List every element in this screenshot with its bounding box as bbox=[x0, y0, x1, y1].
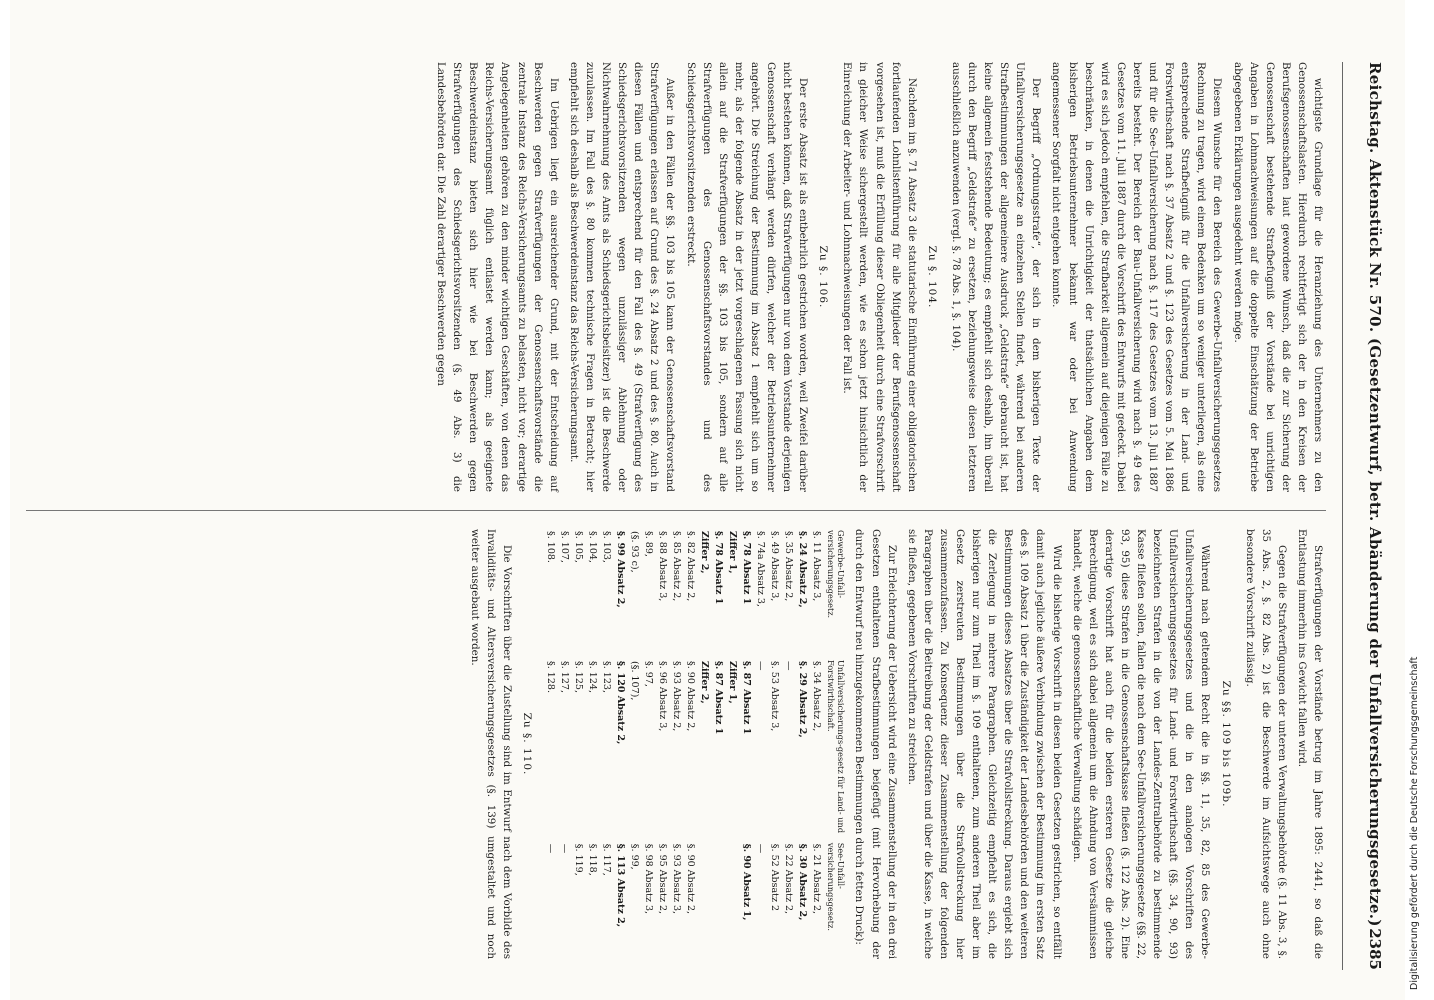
table-cell: §. 49 Absatz 3, bbox=[769, 531, 781, 602]
table-cell: §. 105, bbox=[573, 531, 585, 563]
table-cell: Ziffer 2, bbox=[699, 661, 711, 704]
table-cell: §. 90 Absatz 2, bbox=[685, 661, 697, 732]
two-column-body bbox=[26, 62, 1326, 970]
paragraph: Der Begriff „Ordnungsstrafe“, der sich in dem bisherigen Texte der Unfallversicherungsgesetze an einzelnen Stellen findet, während bei anderen Strafbestimmungen der allgemeinere Ausdruck „Geldstrafe“ gebraucht ist, hat keine allgemein feststehende Bedeutung; es empfiehlt sich deshalb, ihn überall durch den Begriff „Geldstrafe“ zu ersetzen, beziehungsweise diesen letzteren ausschließlich anzuwenden (vergl. §. 78 Abs. 1, §. 104). bbox=[949, 62, 1043, 492]
section-heading: Zu §. 106. bbox=[817, 245, 830, 309]
table-row bbox=[809, 529, 823, 959]
column-header: See-Unfall-versicherungsgesetz. bbox=[826, 842, 847, 931]
table-cell: §. 104, bbox=[587, 531, 599, 563]
paragraph: Der erste Absatz ist als entbehrlich gestrichen worden, weil Zweifel darüber nicht bestehen können, daß Strafverfügungen nur von dem Vorstande derjenigen Genossenschaft verhängt werden dürfen, welcher der Betriebsunternehmer angehört. Die Streichung der Bestimmung im Absatz 1 empfiehlt sich um so mehr, als der folgende Absatz in der jetzt vorgeschlagenen Fassung sich nicht allein auf die Strafverfügungen der §§. 103 bis 105, sondern auf alle Strafverfügungen des Genossenschaftsvorstandes und des Schiedsgerichtsvorsitzenden erstreckt. bbox=[684, 62, 810, 492]
header-title: Reichstag. Aktenstück Nr. 570. (Gesetzentwurf, betr. Abänderung der Unfallversicherungsgesetze.) bbox=[1366, 62, 1384, 927]
paragraph: Gegen die Strafverfügungen der unteren Verwaltungsbehörde (§. 11 Abs. 3, §. 35 Abs. 2, §. 82 Abs. 2) ist die Beschwerde im Aufsichtswege auch ohne besondere Vorschrift zulässig. bbox=[1243, 529, 1288, 959]
table-cell: — bbox=[755, 661, 767, 671]
table-row bbox=[739, 529, 753, 959]
table-row bbox=[641, 529, 655, 959]
table-row bbox=[585, 529, 599, 959]
table-row bbox=[711, 529, 725, 959]
table-cell: §. 90 Absatz 1, bbox=[741, 843, 753, 921]
table-cell: §. 87 Absatz 1 bbox=[741, 661, 753, 735]
paragraph: Zur Erleichterung der Uebersicht wird eine Zusammenstellung der in den drei Gesetzen enthaltenen Strafbestimmungen beigefügt (mit Hervorhebung der durch den Entwurf neu hinzugekommenen Bestimmungen durch fetten Druck): bbox=[853, 529, 898, 959]
table-cell: §. 88 Absatz 3, bbox=[657, 531, 669, 602]
table-cell: §. 123, bbox=[601, 661, 613, 693]
table-cell: — bbox=[755, 843, 767, 854]
table-cell: §. 52 Absatz 2 bbox=[769, 843, 781, 912]
table-cell: §. 117, bbox=[601, 843, 613, 876]
table-row bbox=[669, 529, 683, 959]
paragraph: wichtigste Grundlage für die Heranziehung des Unternehmers zu den Genossenschaftslasten. Hierdurch rechtfertigt sich der in den Kreisen der Berufsgenossenschaften laut gewordene Wunsch, daß die zur Sicherung der Genossenschaft bestehende Strafbefugniß der Vorstände bei unrichtigen Angaben in Lohnnachweisungen auf die doppelte Einschätzung der Betriebe abgegebenen Erklärungen ausgedehnt werden möge. bbox=[1231, 62, 1324, 492]
table-cell bbox=[711, 842, 725, 959]
table-cell: §. 97, bbox=[643, 661, 655, 687]
table-row bbox=[753, 529, 767, 959]
table-body bbox=[543, 529, 823, 959]
section-heading: Zu §§. 109 bis 109b. bbox=[1219, 680, 1232, 808]
table-row bbox=[655, 529, 669, 959]
paragraph: Wird die bisherige Vorschrift in diesen beiden Gesetzen gestrichen, so entfällt damit auch jegliche äußere Verbindung zwischen der Bestimmung im ersten Satz des §. 109 Absatz 1 über die Zuständigkeit der Landesbehörden und den weiteren Bestimmungen dieses Absatzes über die Strafvollstreckung. Daraus ergiebt sich die Zerlegung in mehrere Paragraphen. Gleichzeitig empfiehlt es sich, die bisherigen nur zum Theil im §. 109 enthaltenen, zum anderen Theil aber im Gesetz zerstreuten Bestimmungen über die Strafvollstreckung hier zusammenzufassen. Zu Konsequenz dieser Zusammenstellung der folgenden Paragraphen über die Beitreibung der Geldstrafen und über die Kasse, in welche sie fließen, gegebenen Vorschriften zu streichen. bbox=[905, 529, 1063, 959]
table-row bbox=[627, 529, 641, 959]
table-row bbox=[697, 529, 711, 959]
table-cell: §. 85 Absatz 2, bbox=[671, 531, 683, 602]
table-cell: §. 90 Absatz 2, bbox=[685, 843, 697, 915]
table-cell: §. 99 Absatz 2, bbox=[615, 531, 627, 608]
document-page bbox=[10, 0, 1405, 1000]
section-heading: Zu §. 110. bbox=[521, 712, 534, 776]
table-cell: §. 34 Absatz 2, bbox=[811, 661, 823, 732]
table-cell: §. 82 Absatz 2, bbox=[685, 531, 697, 602]
paragraph: Strafverfügungen der Vorstände betrug im Jahre 1895: 2441, so daß die Entlastung immerhin ins Gewicht fallen wird. bbox=[1295, 529, 1324, 959]
table-row bbox=[767, 529, 781, 959]
table-cell: (§. 93 c), bbox=[629, 531, 641, 573]
penalty-comparison-table bbox=[543, 529, 847, 959]
table-cell: §. 125, bbox=[573, 661, 585, 693]
paragraph: Die Vorschriften über die Zustellung sind im Entwurf nach dem Vorbilde des Invaliditäts- und Altersversicherungsgesetzes (§. 139) umgestaltet und noch weiter ausgebaut worden. bbox=[469, 529, 514, 959]
table-cell: §. 21 Absatz 2, bbox=[811, 843, 823, 915]
table-cell: §. 24 Absatz 2, bbox=[797, 531, 809, 608]
paragraph: Im Uebrigen liegt ein ausreichender Grund, mit der Entscheidung auf Beschwerden gegen Strafverfügungen der Genossenschaftsvorstände die zentrale Instanz des Reichs-Versicherungsamts zu belasten, nicht vor; derartige Angelegenheiten gehören zu den minder wichtigen Geschäften, von denen das Reichs-Versicherungsamt füglich entlastet werden kann; als geeignete Beschwerdeinstanz bieten sich hier wie bei Beschwerden gegen Strafverfügungen des Schiedsgerichtsvorsitzenden (§. 49 Abs. 3) die Landesbehörden dar. Die Zahl derartiger Beschwerden gegen bbox=[435, 62, 560, 492]
table-cell: — bbox=[545, 843, 557, 854]
table-row bbox=[599, 529, 613, 959]
table-row bbox=[557, 529, 571, 959]
table-cell: §. 124, bbox=[587, 661, 599, 693]
table-cell: §. 120 Absatz 2, bbox=[615, 661, 627, 745]
digitization-credit: Digitalisierung gefördert durch die Deutsche Forschungsgemeinschaft bbox=[1409, 656, 1420, 990]
table-cell: §. 78 Absatz 1 bbox=[741, 531, 753, 605]
table-cell: §. 30 Absatz 2, bbox=[797, 843, 809, 921]
table-cell: §. 128. bbox=[545, 661, 557, 693]
table-row bbox=[725, 529, 739, 959]
table-cell: — bbox=[783, 661, 795, 671]
table-row bbox=[543, 529, 557, 959]
paragraph: Während nach geltendem Recht die in §§. 11, 35, 82, 85 des Gewerbe-Unfallversicherungsgesetzes und die in den analogen Vorschriften des Unfallversicherungsgesetzes für Land- und Forstwirthschaft (§§. 34, 90, 93) bezeichneten Strafen in die von der Landes-Zentralbehörde zu bestimmende Kasse fließen sollen, fallen die nach dem See-Unfallversicherungsgesetze (§§. 22, 93, 95) diese Strafen in die Genossenschaftskasse fließen (§. 122 Abs. 2). Eine derartige Vorschrift hat auch für die beiden ersteren Gesetze die gleiche Berechtigung, weil es sich dabei allgemein um die Ahndung von Versäumnissen handelt, welche die genossenschaftliche Verwaltung schädigen. bbox=[1070, 529, 1212, 959]
table-cell: §. 113 Absatz 2, bbox=[615, 843, 627, 928]
table-row bbox=[795, 529, 809, 959]
section-heading: Zu §. 104. bbox=[925, 245, 938, 309]
table-cell: §. 11 Absatz 3, bbox=[811, 531, 823, 602]
table-row bbox=[613, 529, 627, 959]
table-cell: §. 89, bbox=[643, 531, 655, 557]
table-cell: (§. 107), bbox=[629, 661, 641, 701]
page-number: 2385 bbox=[1366, 928, 1384, 970]
table-cell: §. 29 Absatz 2, bbox=[797, 661, 809, 738]
paragraph: Diesem Wunsche für den Bereich des Gewerbe-Unfallversicherungsgesetzes Rechnung zu tragen, wird einem Bedenken um so weniger unterliegen, als eine entsprechende Strafbefugniß für die Unfallversicherung in der Land- und Forstwirthschaft nach §. 37 Absatz 2 und §. 123 des Gesetzes vom 5. Mai 1886 und für die See-Unfallversicherung nach §. 117 des Gesetzes vom 13. Juli 1887 bereits besteht. Der Bereich der Bau-Unfallversicherung wird nach §. 49 des Gesetzes vom 11. Juli 1887 durch die Vorschrift des Entwurfs mit gedeckt. Dabei wird es sich jedoch empfehlen, die Strafbarkeit allgemein auf diejenigen Fälle zu beschränken, in denen die Unrichtigkeit der thatsächlichen Angaben dem bisherigen Betriebsunternehmer bekannt war oder bei Anwendung angemessener Sorgfalt nicht entgehen konnte. bbox=[1050, 62, 1224, 492]
table-row bbox=[571, 529, 585, 959]
table-cell: §. 99, bbox=[629, 843, 641, 870]
table-cell: §. 119, bbox=[573, 843, 585, 876]
table-row bbox=[781, 529, 795, 959]
table-cell: §. 118, bbox=[587, 843, 599, 876]
page-header bbox=[1342, 62, 1383, 970]
table-cell bbox=[697, 842, 711, 959]
table-cell: §. 103, bbox=[601, 531, 613, 563]
table-cell: §. 93 Absatz 3, bbox=[671, 843, 683, 915]
table-cell: §. 98 Absatz 3, bbox=[643, 843, 655, 915]
table-cell: §. 22 Absatz 2, bbox=[783, 843, 795, 915]
table-cell: §. 87 Absatz 1 bbox=[713, 661, 725, 735]
table-cell: §. 78 Absatz 1 bbox=[713, 531, 725, 605]
table-cell: Ziffer 1, bbox=[727, 661, 739, 704]
right-column bbox=[26, 510, 1326, 959]
column-header: Gewerbe-Unfall-versicherungsgesetz. bbox=[826, 530, 847, 619]
table-cell: §. 127, bbox=[559, 661, 571, 693]
table-cell: Ziffer 2, bbox=[699, 531, 711, 574]
table-cell: §. 35 Absatz 2, bbox=[783, 531, 795, 602]
paragraph: Nachdem im §. 71 Absatz 3 die statutarische Einführung einer obligatorischen fortlaufenden Lohnlistenführung für alle Mitglieder der Berufsgenossenschaft vorgesehen ist, muß die Erfüllung dieser Obliegenheit durch eine Strafvorschrift in gleicher Weise sichergestellt werden, wie es schon jetzt hinsichtlich der Einreichung der Arbeiter- und Lohnnachweisungen der Fall ist. bbox=[841, 62, 918, 492]
table-header-row bbox=[823, 529, 847, 959]
table-cell: §. 93 Absatz 2, bbox=[671, 661, 683, 732]
table-cell: §. 74a Absatz 3, bbox=[755, 531, 767, 607]
table-cell: §. 108. bbox=[545, 531, 557, 563]
table-cell bbox=[725, 842, 739, 959]
table-cell: — bbox=[559, 843, 571, 854]
table-cell: §. 107, bbox=[559, 531, 571, 563]
table-cell: Ziffer 1, bbox=[727, 531, 739, 574]
table-cell: §. 53 Absatz 3, bbox=[769, 661, 781, 732]
table-cell: §. 95 Absatz 2, bbox=[657, 843, 669, 915]
table-row bbox=[683, 529, 697, 959]
column-header: Unfallversicherungs-gesetz für Land- und Forstwirthschaft. bbox=[826, 660, 847, 834]
paragraph: Außer in den Fällen der §§. 103 bis 105 kann der Genossenschaftsvorstand Strafverfügungen erlassen auf Grund des §. 24 Absatz 2 und des §. 80. Auch in diesen Fällen und entsprechend für den Fall des §. 49 (Strafverfügung des Schiedsgerichtsvorsitzenden wegen unzulässiger Ablehnung oder Nichtwahrnehmung des Amts als Schiedsgerichtsbeisitzer) ist die Beschwerde zuzulassen. Im Fall des §. 80 kommen technische Fragen in Betracht; hier empfiehlt sich deshalb als Beschwerdeinstanz das Reichs-Versicherungsamt. bbox=[567, 62, 677, 492]
table-cell: §. 96 Absatz 3, bbox=[657, 661, 669, 732]
left-column bbox=[26, 62, 1326, 510]
